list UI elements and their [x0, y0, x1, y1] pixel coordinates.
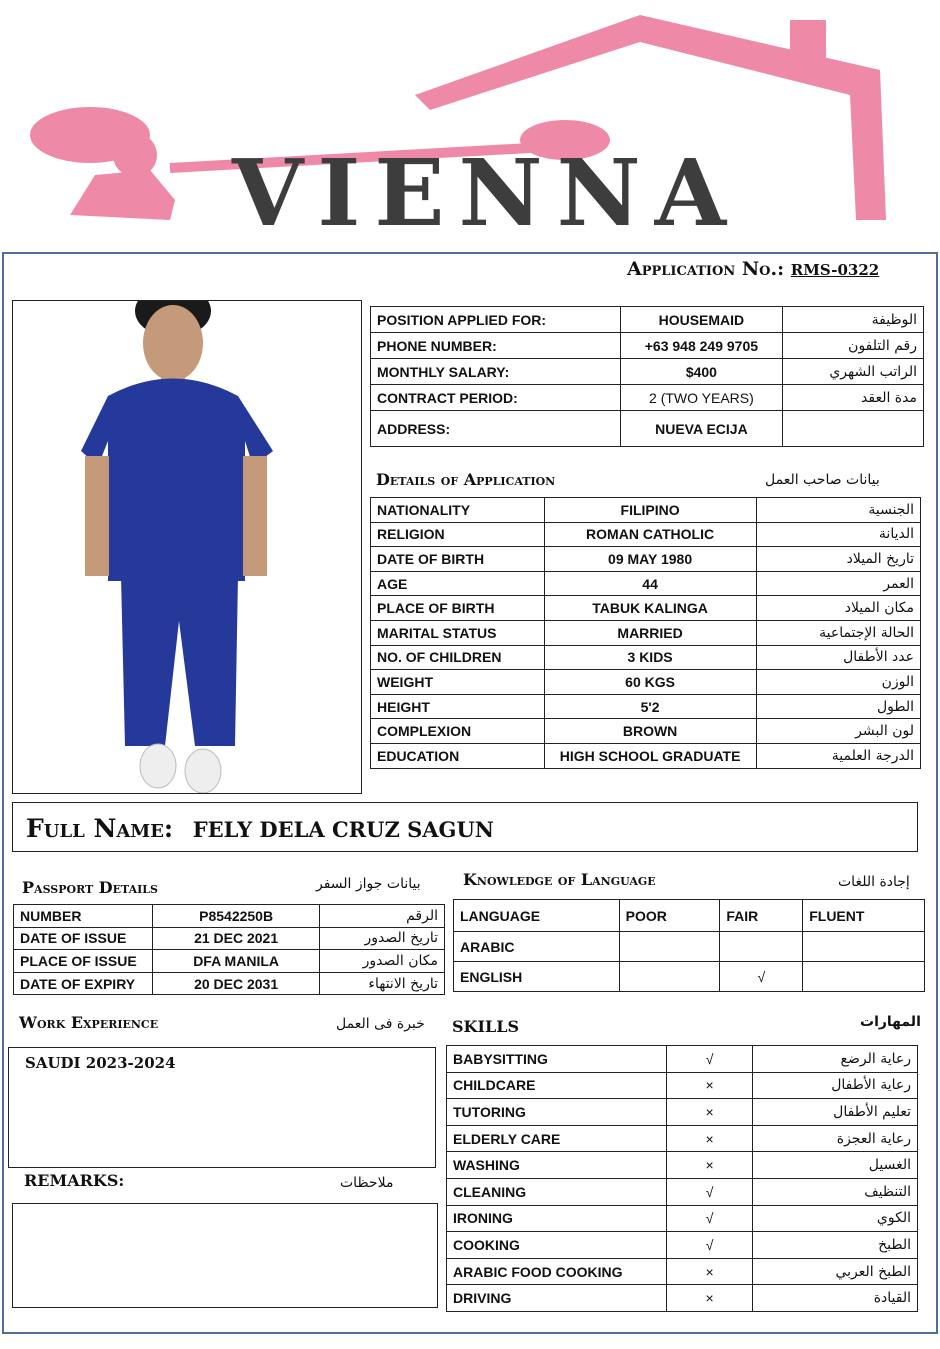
chimney-shape	[790, 20, 826, 70]
details-label: PLACE OF BIRTH	[371, 596, 545, 621]
details-value: 60 KGS	[544, 670, 756, 695]
language-poor-mark	[619, 962, 720, 992]
passport-arabic: تاريخ الصدور	[320, 927, 445, 950]
salary-value: $400	[620, 359, 783, 385]
skills-title-arabic: المهارات	[860, 1014, 921, 1030]
details-arabic: الحالة الإجتماعية	[756, 620, 921, 645]
passport-title: Passport Details	[22, 878, 158, 897]
skill-arabic: الكوي	[753, 1205, 918, 1232]
skill-arabic: الغسيل	[753, 1152, 918, 1179]
phone-row	[371, 333, 924, 359]
details-row	[371, 547, 921, 572]
details-value: 44	[544, 571, 756, 596]
passport-arabic: الرقم	[320, 905, 445, 928]
full-name-box	[12, 802, 918, 852]
skill-name: IRONING	[447, 1205, 667, 1232]
contract-label: CONTRACT PERIOD:	[371, 385, 621, 411]
phone-value: +63 948 249 9705	[620, 333, 783, 359]
language-fluent-mark	[803, 962, 925, 992]
position-row	[371, 307, 924, 333]
language-title: Knowledge of Language	[463, 870, 656, 889]
details-value: FILIPINO	[544, 498, 756, 523]
logo-header	[0, 0, 940, 245]
details-title: Details of Application	[376, 470, 556, 489]
position-value: HOUSEMAID	[620, 307, 783, 333]
skill-mark: √	[666, 1205, 753, 1232]
language-header-row	[454, 900, 925, 932]
details-label: NATIONALITY	[371, 498, 545, 523]
address-empty-cell	[783, 411, 924, 447]
skill-name: WASHING	[447, 1152, 667, 1179]
language-poor-mark	[619, 932, 720, 962]
remarks-box	[12, 1203, 438, 1308]
work-experience-entry: SAUDI 2023-2024	[25, 1054, 176, 1072]
skill-mark: √	[666, 1232, 753, 1259]
details-value: HIGH SCHOOL GRADUATE	[544, 743, 756, 768]
details-row	[371, 645, 921, 670]
girl-body-shape	[70, 170, 175, 220]
language-name: ARABIC	[454, 932, 620, 962]
skill-mark: ×	[666, 1285, 753, 1312]
details-label: COMPLEXION	[371, 719, 545, 744]
position-label: POSITION APPLIED FOR:	[371, 307, 621, 333]
phone-arabic: رقم التلفون	[783, 333, 924, 359]
position-arabic: الوظيفة	[783, 307, 924, 333]
skill-arabic: التنظيف	[753, 1178, 918, 1205]
skill-row	[447, 1285, 918, 1312]
skill-name: COOKING	[447, 1232, 667, 1259]
details-label: MARITAL STATUS	[371, 620, 545, 645]
details-row	[371, 694, 921, 719]
language-name: ENGLISH	[454, 962, 620, 992]
details-title-arabic: بيانات صاحب العمل	[765, 472, 880, 488]
language-row	[454, 932, 925, 962]
details-row	[371, 522, 921, 547]
details-row	[371, 596, 921, 621]
passport-arabic: مكان الصدور	[320, 950, 445, 973]
skill-row	[447, 1205, 918, 1232]
details-label: EDUCATION	[371, 743, 545, 768]
skill-arabic: القيادة	[753, 1285, 918, 1312]
skill-row	[447, 1046, 918, 1073]
details-arabic: الدرجة العلمية	[756, 743, 921, 768]
details-arabic: الديانة	[756, 522, 921, 547]
details-arabic: الوزن	[756, 670, 921, 695]
passport-label: DATE OF EXPIRY	[14, 972, 153, 995]
details-arabic: عدد الأطفال	[756, 645, 921, 670]
fair-header: FAIR	[720, 900, 803, 932]
details-value: 09 MAY 1980	[544, 547, 756, 572]
passport-label: NUMBER	[14, 905, 153, 928]
skill-mark: √	[666, 1046, 753, 1073]
skills-title: SKILLS	[452, 1017, 519, 1036]
skill-name: BABYSITTING	[447, 1046, 667, 1073]
details-value: 5'2	[544, 694, 756, 719]
application-number	[627, 258, 897, 284]
work-experience-title-arabic: خبرة فى العمل	[336, 1016, 425, 1032]
address-value: NUEVA ECIJA	[620, 411, 783, 447]
details-row	[371, 571, 921, 596]
details-arabic: الطول	[756, 694, 921, 719]
contract-arabic: مدة العقد	[783, 385, 924, 411]
details-label: WEIGHT	[371, 670, 545, 695]
details-value: MARRIED	[544, 620, 756, 645]
address-row	[371, 411, 924, 447]
details-value: TABUK KALINGA	[544, 596, 756, 621]
application-number-value: RMS-0322	[790, 261, 880, 279]
language-header: LANGUAGE	[454, 900, 620, 932]
passport-title-arabic: بيانات جواز السفر	[316, 876, 421, 892]
skill-row	[447, 1178, 918, 1205]
details-value: ROMAN CATHOLIC	[544, 522, 756, 547]
skill-name: ARABIC FOOD COOKING	[447, 1258, 667, 1285]
skill-mark: ×	[666, 1099, 753, 1126]
language-table	[453, 899, 925, 992]
application-number-label: Application No.:	[627, 258, 785, 280]
details-value: BROWN	[544, 719, 756, 744]
phone-label: PHONE NUMBER:	[371, 333, 621, 359]
applicant-photo-figure	[13, 301, 362, 794]
details-row	[371, 670, 921, 695]
remarks-title-arabic: ملاحظات	[340, 1175, 394, 1191]
details-row	[371, 719, 921, 744]
skill-mark: ×	[666, 1072, 753, 1099]
details-label: HEIGHT	[371, 694, 545, 719]
skill-name: CLEANING	[447, 1178, 667, 1205]
skill-row	[447, 1099, 918, 1126]
skill-arabic: رعاية الأطفال	[753, 1072, 918, 1099]
details-arabic: مكان الميلاد	[756, 596, 921, 621]
details-label: AGE	[371, 571, 545, 596]
contract-row	[371, 385, 924, 411]
skill-name: ELDERLY CARE	[447, 1125, 667, 1152]
passport-row	[14, 950, 445, 973]
passport-label: PLACE OF ISSUE	[14, 950, 153, 973]
skill-row	[447, 1125, 918, 1152]
skill-arabic: الطبخ العربي	[753, 1258, 918, 1285]
details-table	[370, 497, 921, 769]
details-arabic: الجنسية	[756, 498, 921, 523]
details-arabic: لون البشر	[756, 719, 921, 744]
position-table	[370, 306, 924, 447]
details-label: RELIGION	[371, 522, 545, 547]
language-row	[454, 962, 925, 992]
address-label: ADDRESS:	[371, 411, 621, 447]
salary-row	[371, 359, 924, 385]
skills-table	[446, 1045, 918, 1312]
fluent-header: FLUENT	[803, 900, 925, 932]
contract-value: 2 (TWO YEARS)	[620, 385, 783, 411]
skill-row	[447, 1232, 918, 1259]
language-fair-mark	[720, 932, 803, 962]
girl-head-shape	[113, 133, 157, 177]
skill-name: DRIVING	[447, 1285, 667, 1312]
brand-wordmark: VIENNA	[232, 139, 741, 247]
skill-arabic: رعاية الرضع	[753, 1046, 918, 1073]
skill-name: TUTORING	[447, 1099, 667, 1126]
work-experience-title: Work Experience	[19, 1013, 159, 1032]
skill-arabic: رعاية العجزة	[753, 1125, 918, 1152]
details-arabic: العمر	[756, 571, 921, 596]
salary-label: MONTHLY SALARY:	[371, 359, 621, 385]
passport-arabic: تاريخ الانتهاء	[320, 972, 445, 995]
skill-name: CHILDCARE	[447, 1072, 667, 1099]
applicant-photo	[12, 300, 362, 794]
language-fluent-mark	[803, 932, 925, 962]
skill-arabic: تعليم الأطفال	[753, 1099, 918, 1126]
skill-mark: √	[666, 1178, 753, 1205]
language-fair-mark: √	[720, 962, 803, 992]
passport-row	[14, 927, 445, 950]
poor-header: POOR	[619, 900, 720, 932]
skill-row	[447, 1152, 918, 1179]
language-title-arabic: إجادة اللغات	[838, 874, 910, 890]
passport-label: DATE OF ISSUE	[14, 927, 153, 950]
details-label: NO. OF CHILDREN	[371, 645, 545, 670]
skill-mark: ×	[666, 1152, 753, 1179]
work-experience-box	[8, 1047, 436, 1168]
passport-table	[13, 904, 445, 995]
passport-row	[14, 972, 445, 995]
salary-arabic: الراتب الشهري	[783, 359, 924, 385]
passport-row	[14, 905, 445, 928]
details-label: DATE OF BIRTH	[371, 547, 545, 572]
passport-value: 21 DEC 2021	[152, 927, 319, 950]
full-name-value: FELY DELA CRUZ SAGUN	[192, 817, 494, 842]
details-row	[371, 498, 921, 523]
skill-row	[447, 1072, 918, 1099]
details-arabic: تاريخ الميلاد	[756, 547, 921, 572]
details-row	[371, 743, 921, 768]
details-row	[371, 620, 921, 645]
passport-value: 20 DEC 2031	[152, 972, 319, 995]
passport-value: P8542250B	[152, 905, 319, 928]
skill-arabic: الطبخ	[753, 1232, 918, 1259]
passport-value: DFA MANILA	[152, 950, 319, 973]
skill-row	[447, 1258, 918, 1285]
skill-mark: ×	[666, 1125, 753, 1152]
remarks-title: REMARKS:	[24, 1171, 125, 1190]
full-name-label: Full Name:	[26, 814, 174, 843]
details-value: 3 KIDS	[544, 645, 756, 670]
skill-mark: ×	[666, 1258, 753, 1285]
